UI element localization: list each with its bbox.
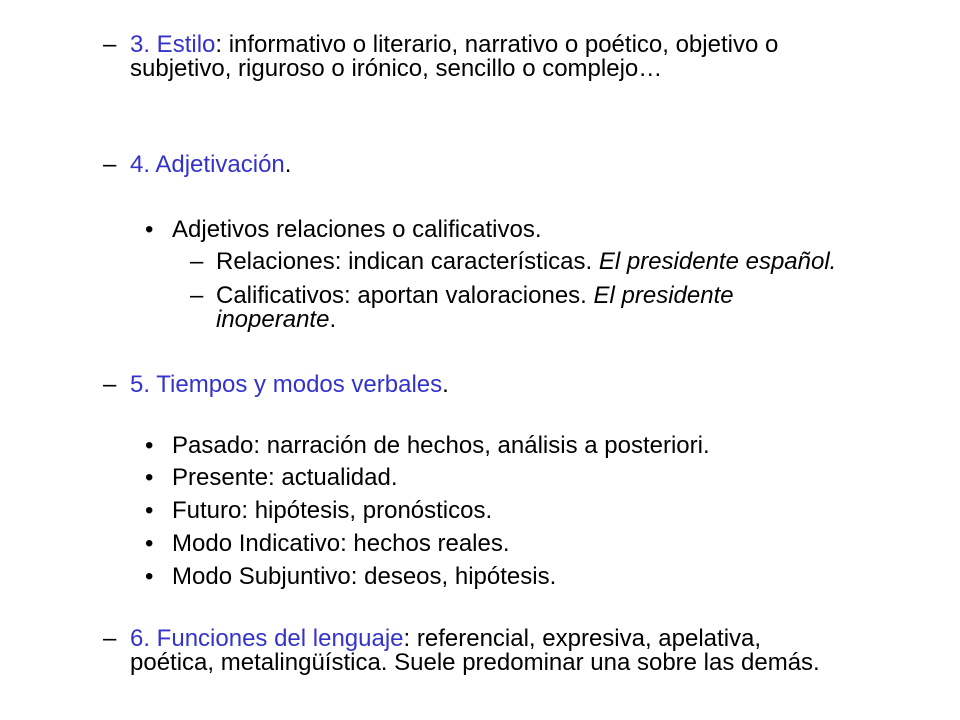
section-3-text [130, 33, 923, 81]
adjetivos-bullet-text: Adjetivos relaciones o calificativos. [172, 216, 542, 243]
bullet-marker: • [145, 563, 154, 590]
dash-marker: – [103, 151, 117, 178]
tiempos-bullet-text: Futuro: hipótesis, pronósticos. [172, 497, 493, 524]
dash-marker: – [190, 282, 204, 309]
section-3-rest: : informativo o literario, narrativo o poético, objetivo o [215, 31, 779, 58]
bullet-marker: • [145, 497, 154, 524]
section-4-period: . [284, 151, 292, 178]
calificativos-text: Calificativos: aportan valoraciones. [216, 282, 594, 309]
section-3-heading: 3. Estilo [130, 31, 216, 58]
tiempos-bullet-text: Modo Subjuntivo: deseos, hipótesis. [172, 563, 557, 590]
section-5-text [130, 373, 923, 397]
relaciones-text: Relaciones: indican características. [216, 248, 599, 275]
relaciones-example: El presidente español. [598, 248, 837, 275]
tiempos-bullet-futuro [145, 499, 925, 523]
bullet-marker: • [145, 432, 154, 459]
section-6-line2: poética, metalingüística. Suele predominar una sobre las demás. [130, 649, 820, 676]
section-6-text [130, 627, 923, 675]
calificativos-subitem-text [216, 284, 925, 332]
section-3-estilo [103, 33, 923, 81]
adjetivos-bullet [145, 218, 925, 242]
section-6-funciones [103, 627, 923, 675]
calificativos-example-line1: El presidente [593, 282, 734, 309]
bullet-marker: • [145, 216, 154, 243]
section-4-text [130, 153, 923, 177]
section-3-line2: subjetivo, riguroso o irónico, sencillo o complejo… [130, 55, 663, 82]
section-4-heading: 4. Adjetivación [130, 151, 285, 178]
calificativos-end: . [329, 306, 337, 333]
dash-marker: – [103, 31, 117, 58]
dash-marker: – [190, 248, 204, 275]
section-5-heading: 5. Tiempos y modos verbales [130, 371, 443, 398]
tiempos-bullet-text: Presente: actualidad. [172, 464, 398, 491]
section-4-adjetivacion [103, 153, 923, 177]
section-5-tiempos [103, 373, 923, 397]
calificativos-example-line2: inoperante [216, 306, 330, 333]
tiempos-bullet-pasado [145, 434, 925, 458]
bullet-marker: • [145, 530, 154, 557]
section-6-rest: : referencial, expresiva, apelativa, [403, 625, 762, 652]
relaciones-subitem [190, 250, 925, 274]
section-6-heading: 6. Funciones del lenguaje [130, 625, 404, 652]
tiempos-bullet-subjuntivo [145, 565, 925, 589]
tiempos-bullet-text: Modo Indicativo: hechos reales. [172, 530, 510, 557]
tiempos-bullet-indicativo [145, 532, 925, 556]
dash-marker: – [103, 625, 117, 652]
bullet-marker: • [145, 464, 154, 491]
dash-marker: – [103, 371, 117, 398]
section-5-period: . [442, 371, 449, 398]
relaciones-subitem-text [216, 250, 925, 274]
tiempos-bullet-presente [145, 466, 925, 490]
calificativos-subitem [190, 284, 925, 332]
tiempos-bullet-text: Pasado: narración de hechos, análisis a posteriori. [172, 432, 710, 459]
